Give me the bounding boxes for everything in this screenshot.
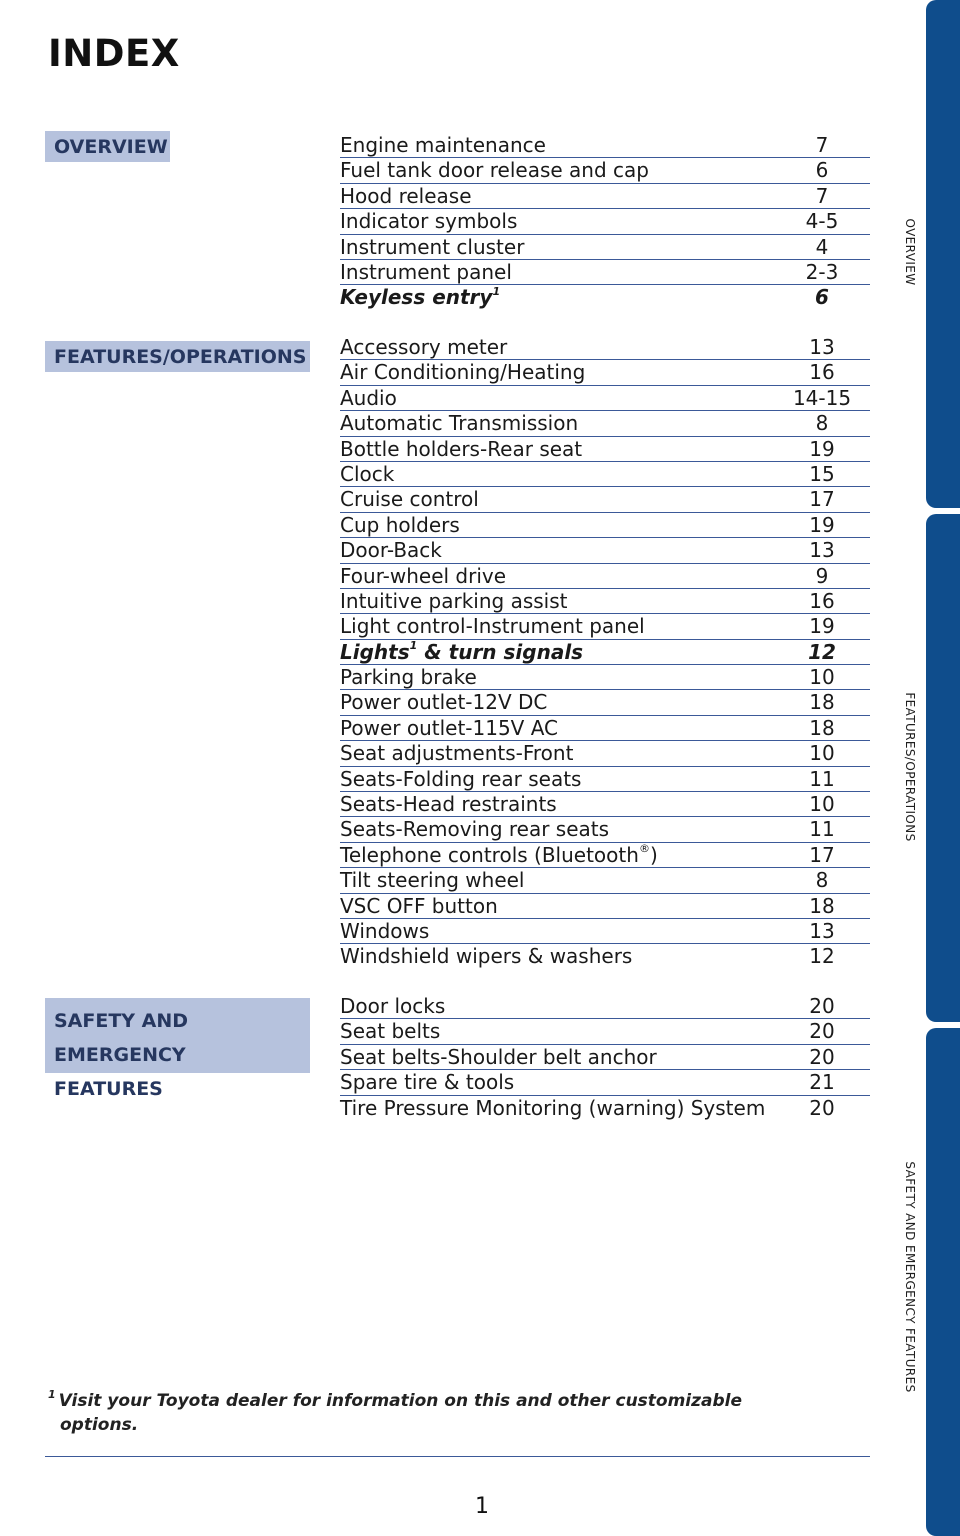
- entry-page-number: 14-15: [792, 385, 852, 410]
- section-label-text: SAFETY AND: [54, 1010, 189, 1032]
- entry-page-number: 20: [809, 1044, 835, 1069]
- entry-name: VSC OFF button: [340, 893, 498, 918]
- index-entry: [340, 944, 870, 969]
- entry-page-number: 10: [809, 792, 835, 817]
- entry-page-number: 10: [809, 665, 835, 690]
- index-entry: [340, 209, 870, 234]
- entry-name: Clock: [340, 461, 395, 486]
- index-entry: [340, 235, 870, 260]
- entry-name: Fuel tank door release and cap: [340, 158, 649, 183]
- index-entry: [340, 158, 870, 183]
- side-tab-safety[interactable]: [926, 1028, 960, 1536]
- index-list-overview: [340, 133, 870, 311]
- section-label-safety: [45, 998, 310, 1100]
- index-entry: [340, 919, 870, 944]
- index-entry: [340, 513, 870, 538]
- entry-page-number: 7: [815, 183, 829, 208]
- index-entry: [340, 741, 870, 766]
- index-entry: [340, 894, 870, 919]
- footnote-line-2: options.: [60, 1415, 139, 1435]
- index-entry: [340, 817, 870, 842]
- index-entry: [340, 437, 870, 462]
- index-entry: [340, 640, 870, 665]
- footnote-line-1: Visit your Toyota dealer for information on this and other customizable: [58, 1391, 743, 1411]
- entry-page-number: 9: [815, 563, 829, 588]
- entry-name: Power outlet-12V DC: [340, 690, 548, 715]
- index-list-safety: [340, 994, 870, 1121]
- index-entry: [340, 360, 870, 385]
- entry-name: Parking brake: [340, 665, 477, 690]
- index-entry: [340, 487, 870, 512]
- entry-page-number: 18: [809, 893, 835, 918]
- entry-page-number: 12: [808, 639, 836, 664]
- entry-page-number: 19: [809, 512, 835, 537]
- side-tab-strip: [924, 0, 960, 1536]
- index-entry: [340, 716, 870, 741]
- entry-page-number: 6: [815, 158, 829, 183]
- footnote: [48, 1390, 828, 1437]
- section-label-text: FEATURES/OPERATIONS: [54, 346, 307, 368]
- entry-page-number: 2-3: [805, 259, 839, 284]
- entry-name: Instrument panel: [340, 259, 512, 284]
- footnote-marker: 1: [48, 1388, 56, 1401]
- entry-name: Seats-Head restraints: [340, 792, 557, 817]
- entry-page-number: 19: [809, 436, 835, 461]
- page-number: 1: [475, 1494, 489, 1519]
- index-entry: [340, 767, 870, 792]
- index-entry: [340, 133, 870, 158]
- side-tab-label-overview: OVERVIEW: [903, 218, 917, 286]
- index-entry: [340, 1045, 870, 1070]
- entry-name: Engine maintenance: [340, 133, 546, 157]
- entry-page-number: 11: [809, 766, 835, 791]
- entry-name: Power outlet-115V AC: [340, 715, 559, 740]
- entry-page-number: 11: [809, 817, 835, 842]
- entry-name: Seat belts: [340, 1019, 441, 1044]
- entry-page-number: 6: [815, 285, 829, 310]
- superscript-marker: 1: [409, 639, 418, 653]
- section-label-text: EMERGENCY FEATURES: [54, 1044, 186, 1100]
- entry-name: Bottle holders-Rear seat: [340, 436, 583, 461]
- entry-page-number: 13: [809, 335, 835, 359]
- superscript-marker: 1: [492, 284, 501, 298]
- entry-page-number: 8: [815, 411, 829, 436]
- entry-name: Seat belts-Shoulder belt anchor: [340, 1044, 657, 1069]
- entry-page-number: 20: [809, 994, 835, 1018]
- index-entry: [340, 792, 870, 817]
- entry-name: Seat adjustments-Front: [340, 741, 574, 766]
- index-list-features-operations: [340, 335, 870, 970]
- page-title: INDEX: [48, 32, 180, 75]
- entry-page-number: 16: [809, 588, 835, 613]
- superscript-marker: ®: [638, 842, 650, 856]
- index-entry: [340, 260, 870, 285]
- index-entry: [340, 1019, 870, 1044]
- entry-page-number: 21: [809, 1070, 835, 1095]
- side-tab-label-safety: SAFETY AND EMERGENCY FEATURES: [903, 1161, 917, 1393]
- entry-name: Seats-Removing rear seats: [340, 817, 610, 842]
- entry-name: Accessory meter: [340, 335, 508, 359]
- entry-page-number: 15: [809, 461, 835, 486]
- entry-name: Door-Back: [340, 538, 442, 563]
- entry-page-number: 19: [809, 614, 835, 639]
- entry-page-number: 16: [809, 360, 835, 385]
- entry-name: Audio: [340, 385, 397, 410]
- index-entry: [340, 843, 870, 868]
- entry-page-number: 10: [809, 741, 835, 766]
- entry-name: Seats-Folding rear seats: [340, 766, 582, 791]
- entry-name: Cruise control: [340, 487, 479, 512]
- index-entry: [340, 690, 870, 715]
- side-tab-label-features-operations: FEATURES/OPERATIONS: [903, 692, 917, 842]
- index-entry: [340, 538, 870, 563]
- entry-name: Hood release: [340, 183, 472, 208]
- entry-page-number: 17: [809, 842, 835, 867]
- entry-name: Four-wheel drive: [340, 563, 507, 588]
- entry-name: Instrument cluster: [340, 234, 525, 259]
- entry-page-number: 4-5: [805, 209, 839, 234]
- index-entry: [340, 285, 870, 310]
- entry-name: Light control-Instrument panel: [340, 614, 645, 639]
- index-entry: [340, 614, 870, 639]
- index-entry: [340, 1070, 870, 1095]
- index-entry: [340, 868, 870, 893]
- entry-page-number: 12: [809, 944, 835, 969]
- entry-page-number: 13: [809, 538, 835, 563]
- entry-name: Air Conditioning/Heating: [340, 360, 586, 385]
- entry-name: Automatic Transmission: [340, 411, 579, 436]
- entry-page-number: 20: [809, 1095, 835, 1120]
- entry-name: Spare tire & tools: [340, 1070, 515, 1095]
- index-entry: [340, 335, 870, 360]
- index-entry: [340, 1096, 870, 1121]
- entry-name: Tilt steering wheel: [340, 868, 525, 893]
- entry-name: Intuitive parking assist: [340, 588, 568, 613]
- index-entry: [340, 665, 870, 690]
- index-entry: [340, 184, 870, 209]
- entry-name: Lights$^1$ & turn signals: [340, 639, 584, 664]
- entry-page-number: 8: [815, 868, 829, 893]
- entry-page-number: 18: [809, 715, 835, 740]
- section-label-text: OVERVIEW: [54, 136, 168, 158]
- index-entry: [340, 994, 870, 1019]
- entry-page-number: 20: [809, 1019, 835, 1044]
- entry-name: Windshield wipers & washers: [340, 944, 633, 969]
- entry-name: Indicator symbols: [340, 209, 518, 234]
- side-tab-overview[interactable]: [926, 0, 960, 508]
- entry-name: Tire Pressure Monitoring (warning) System: [340, 1095, 766, 1120]
- index-entry: [340, 564, 870, 589]
- entry-page-number: 17: [809, 487, 835, 512]
- index-entry: [340, 411, 870, 436]
- side-tab-features-operations[interactable]: [926, 514, 960, 1022]
- entry-name: Door locks: [340, 994, 446, 1018]
- section-label-features-operations: [45, 341, 310, 372]
- entry-page-number: 13: [809, 918, 835, 943]
- entry-page-number: 4: [815, 234, 829, 259]
- section-label-overview: [45, 131, 170, 162]
- entry-page-number: 18: [809, 690, 835, 715]
- entry-name: Cup holders: [340, 512, 460, 537]
- entry-name: Keyless entry$^1$: [340, 284, 501, 310]
- entry-page-number: 7: [815, 133, 829, 157]
- entry-name: Telephone controls (Bluetooth®): [340, 842, 658, 867]
- index-entry: [340, 462, 870, 487]
- entry-name: Windows: [340, 918, 430, 943]
- bottom-divider: [45, 1456, 870, 1457]
- index-entry: [340, 386, 870, 411]
- index-entry: [340, 589, 870, 614]
